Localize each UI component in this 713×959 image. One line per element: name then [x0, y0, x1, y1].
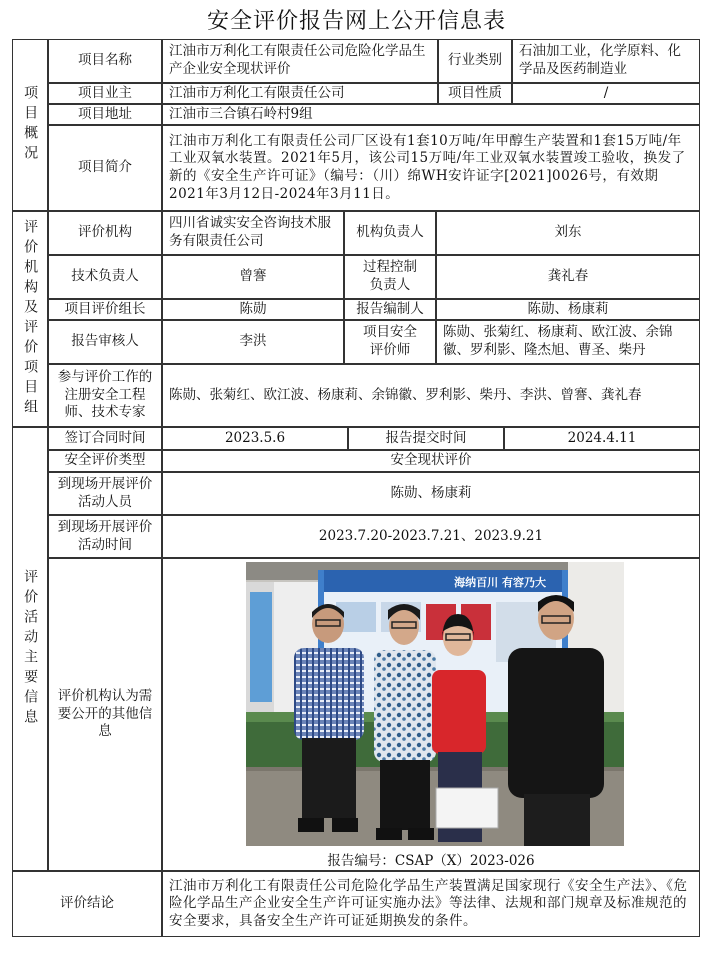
submit-date-label: 报告提交时间: [348, 427, 504, 450]
leader-label: 项目评价组长: [48, 299, 162, 320]
contract-date-label: 签订合同时间: [48, 427, 162, 450]
contract-date-value: 2023.5.6: [162, 427, 348, 450]
assessors-label: 项目安全评价师: [344, 320, 436, 364]
conclusion-value: 江油市万利化工有限责任公司危险化学品生产装置满足国家现行《安全生产法》、《危险化学品生产企业安全生产许可证实施办法》等法律、法规和部门规章及标准规范的安全要求，具备安全生产许可证延期换发的条件。: [162, 871, 700, 937]
project-name-label: 项目名称: [48, 39, 162, 83]
other-info-label: 评价机构认为需要公开的其他信息: [48, 558, 162, 871]
writer-value: 陈勋、杨康莉: [436, 299, 700, 320]
industry-label: 行业类别: [438, 39, 512, 83]
agency-value: 四川省诚实安全咨询技术服务有限责任公司: [162, 211, 344, 255]
intro-value: 江油市万利化工有限责任公司厂区设有1套10万吨/年甲醇生产装置和1套15万吨/年工业双氧水装置。2021年5月，该公司15万吨/年工业双氧水装置竣工验收，换发了新的《安全生产许可证》（编号：（川）绵WH安许证字[2021]0026号，有效期2021年3月12日-2024年3月11日。: [162, 125, 700, 211]
type-label: 安全评价类型: [48, 450, 162, 472]
time-label: 到现场开展评价活动时间: [48, 515, 162, 558]
staff-value: 陈勋、杨康莉: [162, 472, 700, 515]
head-label: 机构负责人: [344, 211, 436, 255]
page-title: 安全评价报告网上公开信息表: [206, 9, 506, 34]
leader-value: 陈勋: [162, 299, 344, 320]
head-value: 刘东: [436, 211, 700, 255]
time-value: 2023.7.20-2023.7.21、2023.9.21: [162, 515, 700, 558]
section-activity: 评价活动主要信息: [12, 427, 48, 871]
project-name-value: 江油市万利化工有限责任公司危险化学品生产企业安全现状评价: [162, 39, 438, 83]
writer-label: 报告编制人: [344, 299, 436, 320]
board-banner-text: 海纳百川 有容乃大: [454, 576, 546, 589]
tech-label: 技术负责人: [48, 255, 162, 299]
process-value: 龚礼春: [436, 255, 700, 299]
conclusion-label: 评价结论: [12, 871, 162, 937]
intro-label: 项目简介: [48, 125, 162, 211]
section-overview: 项目概况: [12, 39, 48, 211]
type-value: 安全现状评价: [162, 450, 700, 472]
address-label: 项目地址: [48, 104, 162, 125]
participants-label: 参与评价工作的注册安全工程师、技术专家: [48, 364, 162, 427]
owner-value: 江油市万利化工有限责任公司: [162, 83, 438, 104]
assessors-value: 陈勋、张菊红、杨康莉、欧江波、余锦徽、罗利影、隆杰旭、曹圣、柴丹: [436, 320, 700, 364]
reviewer-label: 报告审核人: [48, 320, 162, 364]
submit-date-value: 2024.4.11: [504, 427, 700, 450]
section-org: 评价机构及评价项目组: [12, 211, 48, 427]
industry-value: 石油加工业，化学原料、化学品及医药制造业: [512, 39, 700, 83]
reviewer-value: 李洪: [162, 320, 344, 364]
site-visit-photo: [246, 562, 624, 846]
agency-label: 评价机构: [48, 211, 162, 255]
nature-label: 项目性质: [438, 83, 512, 104]
tech-value: 曾謇: [162, 255, 344, 299]
owner-label: 项目业主: [48, 83, 162, 104]
process-label: 过程控制负责人: [344, 255, 436, 299]
nature-value: /: [512, 83, 700, 104]
participants-value: 陈勋、张菊红、欧江波、杨康莉、余锦徽、罗利影、柴丹、李洪、曾謇、龚礼春: [162, 364, 700, 427]
address-value: 江油市三合镇石岭村9组: [162, 104, 700, 125]
staff-label: 到现场开展评价活动人员: [48, 472, 162, 515]
report-number: 报告编号：CSAP（X）2023-026: [327, 853, 535, 869]
